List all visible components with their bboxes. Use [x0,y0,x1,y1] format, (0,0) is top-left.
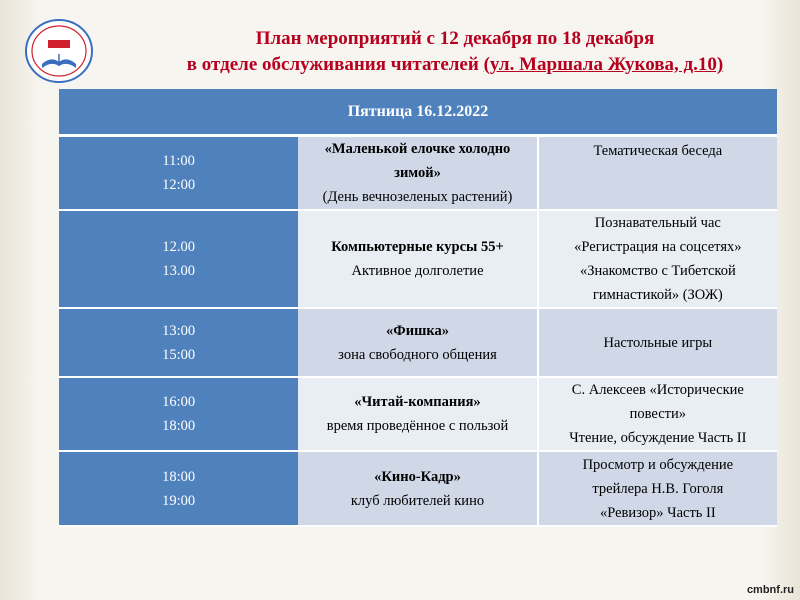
event-title: «Фишка» [386,322,449,339]
event-cell [298,377,537,451]
event-format-cell [538,136,777,211]
page-header [110,26,800,78]
event-format-line: трейлера Н.В. Гоголя [592,480,724,497]
event-format-cell [538,377,777,451]
event-format-line: повести» [629,406,686,422]
time-start: 12.00 [162,239,195,255]
event-title: Компьютерные курсы 55+ [331,239,504,255]
event-format-line: «Регистрация на соцсетях» [574,239,742,255]
table-row [59,210,777,308]
event-format-line: гимнастикой» (ЗОЖ) [592,287,723,303]
event-subtitle: время проведённое с пользой [326,418,509,434]
time-start: 13:00 [162,322,196,339]
time-cell [59,451,298,526]
header-address: (ул. Маршала Жукова, д.10) [483,54,724,75]
time-end: 19:00 [162,492,196,509]
time-cell [59,136,298,211]
time-start: 16:00 [162,394,196,410]
event-subtitle: (День вечнозеленых растений) [322,189,513,205]
event-title: «Маленькой елочке холодно зимой» [324,141,511,181]
time-end: 18:00 [162,418,196,434]
header-subtitle [110,52,800,78]
event-cell [298,308,537,377]
header-department: в отделе обслуживания читателей [186,54,479,75]
time-start: 18:00 [162,468,196,485]
time-end: 13.00 [162,263,195,279]
table-row [59,136,777,211]
event-title: «Кино-Кадр» [374,468,461,485]
table-row [59,377,777,451]
event-format-line: «Знакомство с Тибетской [579,263,736,279]
event-format-cell [538,210,777,308]
header-title: План мероприятий с 12 декабря по 18 декабря [255,28,655,49]
event-format-line: С. Алексеев «Исторические [571,382,744,398]
time-end: 15:00 [162,346,196,363]
event-format-cell [538,451,777,526]
table-row [59,451,777,526]
event-format-line: Тематическая беседа [593,143,723,159]
time-start: 11:00 [162,153,195,169]
event-cell [298,210,537,308]
time-cell [59,210,298,308]
site-watermark: cmbnf.ru [746,584,794,596]
event-format-line: Чтение, обсуждение Часть II [569,430,747,446]
table-row [59,308,777,377]
event-format-line: Настольные игры [603,334,713,351]
event-cell [298,451,537,526]
event-subtitle: зона свободного общения [338,346,497,363]
event-format-cell [538,308,777,377]
library-logo [24,18,94,84]
schedule-table [59,89,777,527]
event-format-line: Просмотр и обсуждение [582,456,734,473]
event-subtitle: клуб любителей кино [350,492,485,509]
event-title: «Читай-компания» [354,394,481,410]
event-subtitle: Активное долголетие [351,263,484,279]
day-heading: Пятница 16.12.2022 [59,89,777,136]
time-cell [59,308,298,377]
time-cell [59,377,298,451]
event-cell [298,136,537,211]
event-format-line: «Ревизор» Часть II [599,504,716,521]
event-format-line: Познавательный час [594,215,721,231]
time-end: 12:00 [162,177,196,193]
